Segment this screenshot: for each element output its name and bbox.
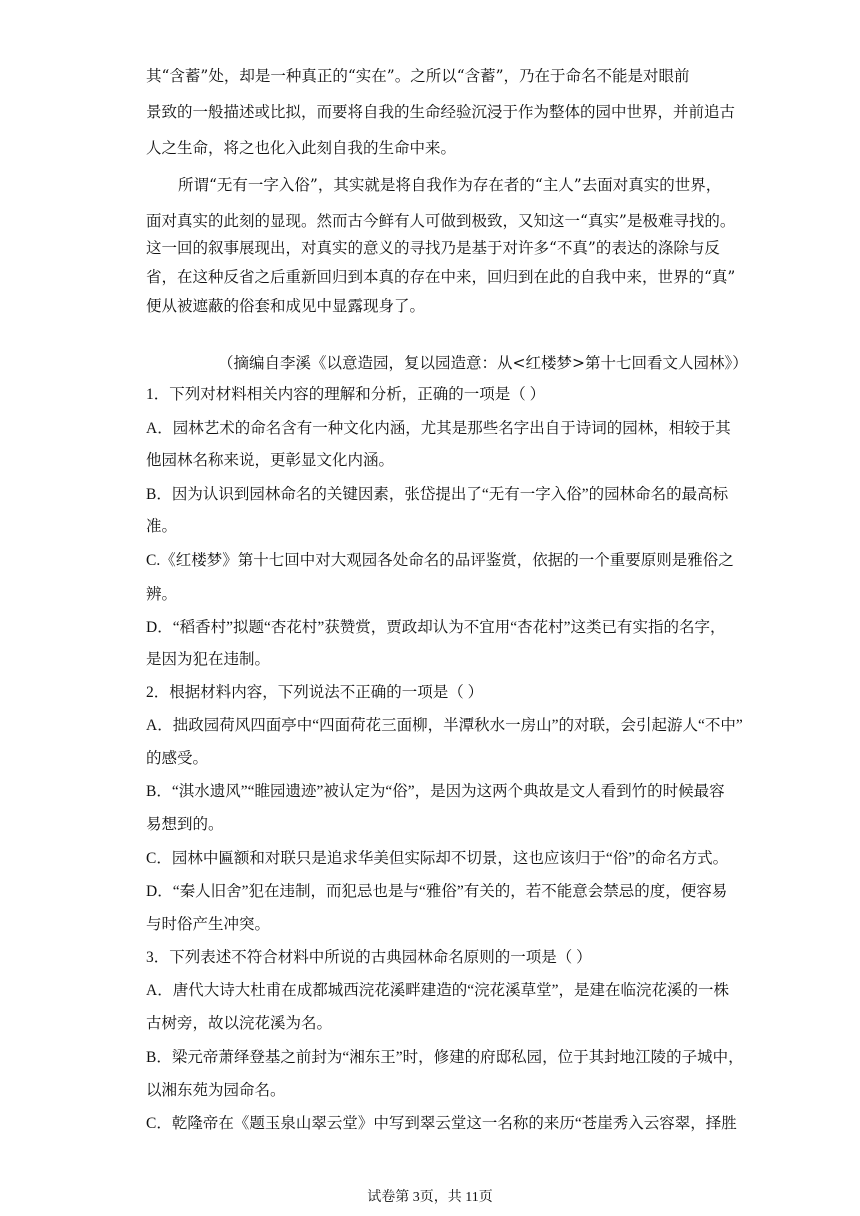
option-d: 是因为犯在违制。: [146, 651, 271, 668]
option-a: 他园林名称来说，更彰显文化内涵。: [146, 452, 395, 469]
passage-line: 景致的一般描述或比拟，而要将自我的生命经验沉浸于作为整体的园中世界，并前追古: [146, 103, 736, 121]
option-d: 与时俗产生冲突。: [146, 916, 271, 933]
option-a: 的感受。: [146, 750, 209, 767]
option-b: B．“淇水遗风”“睢园遗迹”被认定为“俗”，是因为这两个典故是文人看到竹的时候最容: [146, 783, 725, 800]
question-stem: 2．根据材料内容，下列说法不正确的一项是（ ）: [146, 684, 484, 701]
option-c: C．园林中匾额和对联只是追求华美但实际却不切景，这也应该归于“俗”的命名方式。: [146, 850, 729, 867]
page-footer: 试卷第 3页，共 11页: [367, 1190, 493, 1205]
option-d: D．“稻香村”拟题“杏花村”获赞赏，贾政却认为不宜用“杏花村”这类已有实指的名字，: [146, 619, 726, 636]
option-c: C．乾隆帝在《题玉泉山翠云堂》中写到翠云堂这一名称的来历“苍崖秀入云容翠，择胜: [146, 1115, 737, 1132]
question-stem: 3．下列表述不符合材料中所说的古典园林命名原则的一项是（ ）: [146, 949, 592, 966]
option-a: A．园林艺术的命名含有一种文化内涵，尤其是那些名字出自于诗词的园林，相较于其: [146, 420, 731, 437]
question-stem: 1．下列对材料相关内容的理解和分析，正确的一项是（ ）: [146, 386, 546, 403]
option-a: A．拙政园荷风四面亭中“四面荷花三面柳，半潭秋水一房山”的对联，会引起游人“不中”: [146, 717, 743, 734]
option-b: B．梁元帝萧绎登基之前封为“湘东王”时，修建的府邸私园，位于其封地江陵的子城中，: [146, 1049, 744, 1066]
source-citation: （摘编自李溪《以意造园，复以园造意：从<红楼梦>第十七回看文人园林》）: [218, 354, 748, 372]
option-b: B．因为认识到园林命名的关键因素，张岱提出了“无有一字入俗”的园林命名的最高标: [146, 486, 729, 503]
option-d: D．“秦人旧舍”犯在违制，而犯忌也是与“雅俗”有关的，若不能意会禁忌的度，便容易: [146, 883, 728, 900]
option-c: C.《红楼梦》第十七回中对大观园各处命名的品评鉴赏，依据的一个重要原则是雅俗之: [146, 552, 734, 569]
passage-line: 便从被遮蔽的俗套和成见中显露现身了。: [146, 297, 426, 315]
option-b: 准。: [146, 518, 178, 535]
option-b: 以湘东苑为园命名。: [146, 1082, 286, 1099]
option-a: A．唐代大诗大杜甫在成都城西浣花溪畔建造的“浣花溪草堂”，是建在临浣花溪的一株: [146, 982, 729, 999]
passage-line: 这一回的叙事展现出，对真实的意义的寻找乃是基于对许多“不真”的表达的涤除与反: [146, 239, 720, 257]
passage-line: 所谓“无有一字入俗”，其实就是将自我作为存在者的“主人”去面对真实的世界，: [178, 176, 722, 194]
passage-line: 其“含蓄”处，却是一种真正的“实在”。之所以“含蓄”，乃在于命名不能是对眼前: [146, 67, 690, 85]
option-a: 古树旁，故以浣花溪为名。: [146, 1015, 333, 1032]
passage-line: 面对真实的此刻的显现。然而古今鲜有人可做到极致，又知这一“真实”是极难寻找的。: [146, 212, 736, 230]
passage-line: 人之生命，将之也化入此刻自我的生命中来。: [146, 139, 457, 157]
option-b: 易想到的。: [146, 816, 224, 833]
option-c: 辨。: [146, 586, 178, 603]
passage-line: 省，在这种反省之后重新回归到本真的存在中来，回归到在此的自我中来，世界的“真”: [146, 268, 736, 286]
